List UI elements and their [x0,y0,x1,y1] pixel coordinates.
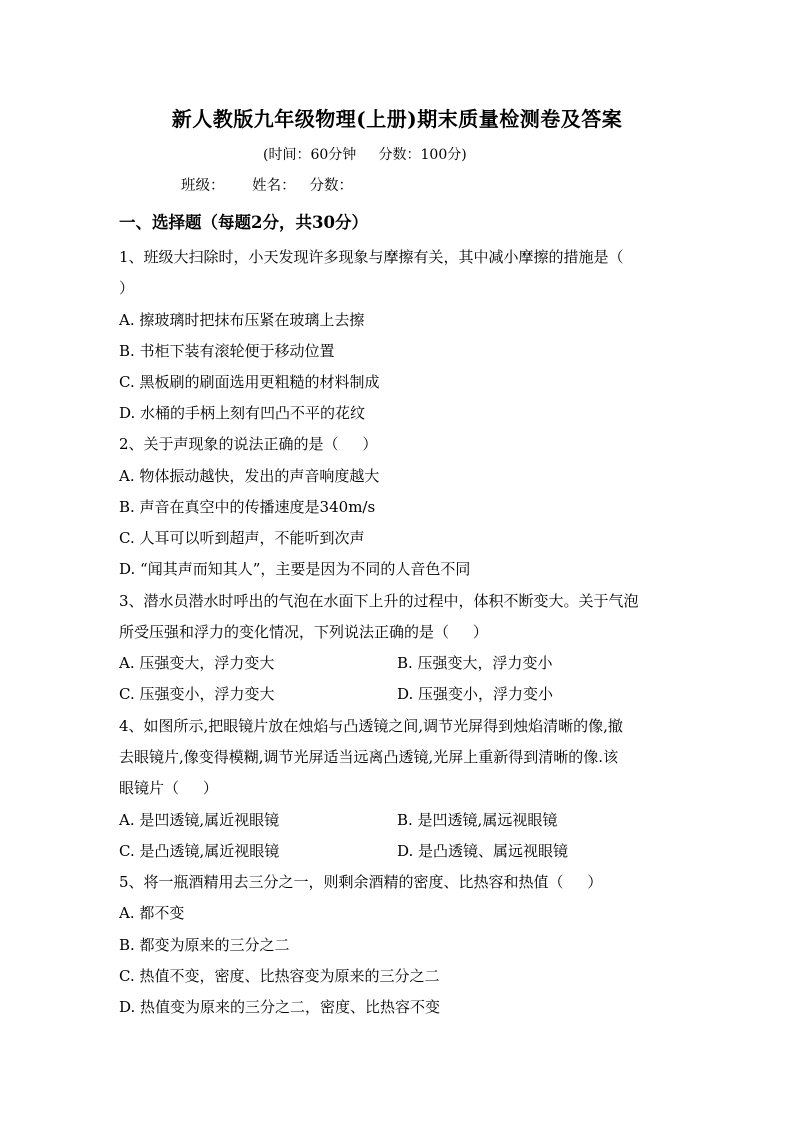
question-1-option-d: D. 水桶的手柄上刻有凹凸不平的花纹 [119,404,366,422]
question-4-stem: 4、如图所示,把眼镜片放在烛焰与凸透镜之间,调节光屏得到烛焰清晰的像,撤 [119,717,623,735]
student-fields: 班级： 姓名： 分数： [181,178,353,194]
question-5-option-d: D. 热值变为原来的三分之二，密度、比热容不变 [119,998,441,1016]
section-heading: 一、选择题（每题2分，共30分） [119,213,368,232]
question-5-option-c: C. 热值不变，密度、比热容变为原来的三分之二 [119,967,440,985]
question-5-option-b: B. 都变为原来的三分之二 [119,936,290,954]
question-4-option-c: C. 是凸透镜,属近视眼镜 [119,842,280,860]
question-3-option-a: A. 压强变大，浮力变大 [119,654,275,672]
question-4-stem-cont: 去眼镜片,像变得模糊,调节光屏适当远离凸透镜,光屏上重新得到清晰的像.该 [119,748,619,766]
time-score-info: (时间：60分钟 分数：100分) [263,147,467,163]
question-1-option-a: A. 擦玻璃时把抹布压紧在玻璃上去擦 [119,311,365,329]
question-5-option-a: A. 都不变 [119,904,185,922]
question-3-option-b: B. 压强变大，浮力变小 [397,654,553,672]
question-1-stem-cont: ） [119,279,135,297]
question-3-stem-cont: 所受压强和浮力的变化情况，下列说法正确的是（ ） [119,623,488,641]
question-4-option-a: A. 是凹透镜,属近视眼镜 [119,811,280,829]
question-3-option-c: C. 压强变小，浮力变大 [119,685,275,703]
question-2-option-a: A. 物体振动越快，发出的声音响度越大 [119,467,380,485]
question-1-option-c: C. 黑板刷的刷面选用更粗糙的材料制成 [119,373,380,391]
page-title: 新人教版九年级物理(上册)期末质量检测卷及答案 [171,107,623,131]
question-4-stem-cont-2: 眼镜片（ ） [119,779,218,797]
question-2-option-b: B. 声音在真空中的传播速度是340m/s [119,498,376,516]
question-1-option-b: B. 书柜下装有滚轮便于移动位置 [119,342,335,360]
question-4-option-b: B. 是凹透镜,属远视眼镜 [397,811,558,829]
question-3-stem: 3、潜水员潜水时呼出的气泡在水面下上升的过程中，体积不断变大。关于气泡 [119,592,639,610]
question-5-stem: 5、将一瓶酒精用去三分之一，则剩余酒精的密度、比热容和热值（ ） [119,873,603,891]
question-2-option-d: D. “闻其声而知其人”，主要是因为不同的人音色不同 [119,560,471,578]
question-4-option-d: D. 是凸透镜、属远视眼镜 [397,842,569,860]
question-3-option-d: D. 压强变小，浮力变小 [397,685,554,703]
question-2-stem: 2、关于声现象的说法正确的是（ ） [119,435,378,453]
question-1-stem: 1、班级大扫除时，小天发现许多现象与摩擦有关，其中减小摩擦的措施是（ [119,248,624,266]
question-2-option-c: C. 人耳可以听到超声，不能听到次声 [119,529,365,547]
